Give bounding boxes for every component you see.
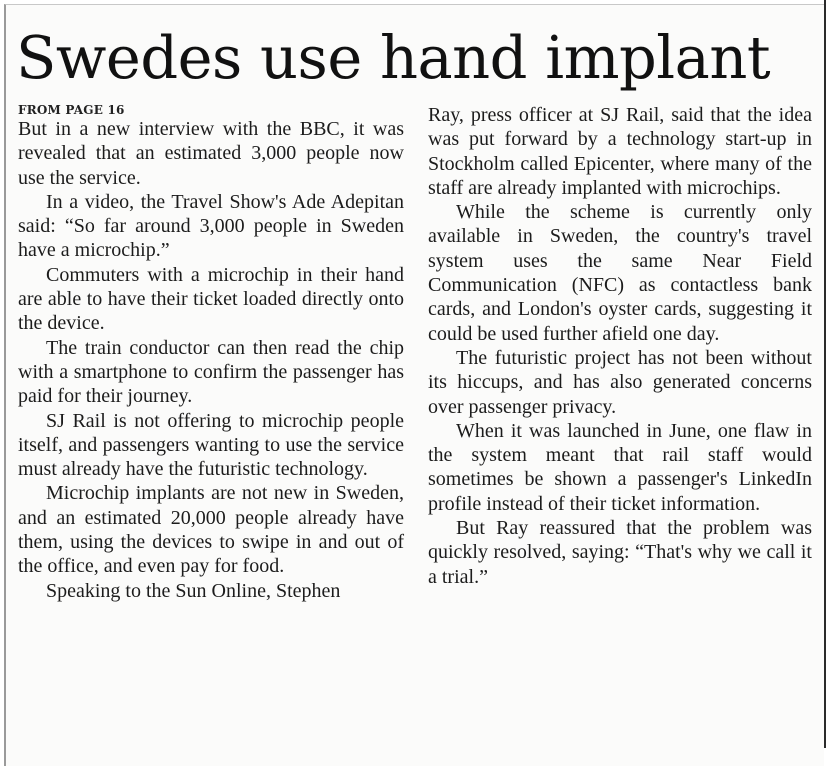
headline: Swedes use hand implant [16, 23, 771, 92]
paragraph: The futuristic project has not been without its hiccups, and has also generated concerns over passenger privacy. [428, 346, 812, 418]
paragraph: In a video, the Travel Show's Ade Adepitan said: “So far around 3,000 people in Sweden have a microchip.” [18, 190, 404, 262]
paragraph: Microchip implants are not new in Sweden, and an estimated 20,000 people already have them, using the devices to swipe in and out of the office, and even pay for food. [18, 482, 404, 578]
paragraph: Ray, press officer at SJ Rail, said that the idea was put forward by a technology start-up in Stockholm called Epicenter, where many of the staff are already implanted with microchips. [428, 104, 812, 199]
column-rule [824, 0, 826, 748]
left-column [18, 103, 404, 603]
continued-from-label: FROM PAGE 16 [18, 103, 125, 117]
paragraph: The train conductor can then read the chip with a smartphone to confirm the passenger has paid for their journey. [18, 336, 404, 408]
paragraph: But in a new interview with the BBC, it was revealed that an estimated 3,000 people now use the service. [18, 118, 404, 189]
paragraph: Commuters with a microchip in their hand are able to have their ticket loaded directly onto the device. [18, 263, 404, 335]
right-column [428, 103, 812, 589]
paragraph: But Ray reassured that the problem was quickly resolved, saying: “That's why we call it a trial.” [428, 517, 812, 588]
paragraph: SJ Rail is not offering to microchip people itself, and passengers wanting to use the service must already have the futuristic technology. [18, 409, 404, 481]
paragraph: When it was launched in June, one flaw in the system meant that rail staff would sometimes be shown a passenger's LinkedIn profile instead of their ticket information. [428, 419, 812, 515]
paragraph: While the scheme is currently only available in Sweden, the country's travel system uses the same Near Field Communication (NFC) as contactless bank cards, and London's oyster cards, suggesting it could be used further afield one day. [428, 201, 812, 345]
paragraph: Speaking to the Sun Online, Stephen [46, 579, 341, 602]
